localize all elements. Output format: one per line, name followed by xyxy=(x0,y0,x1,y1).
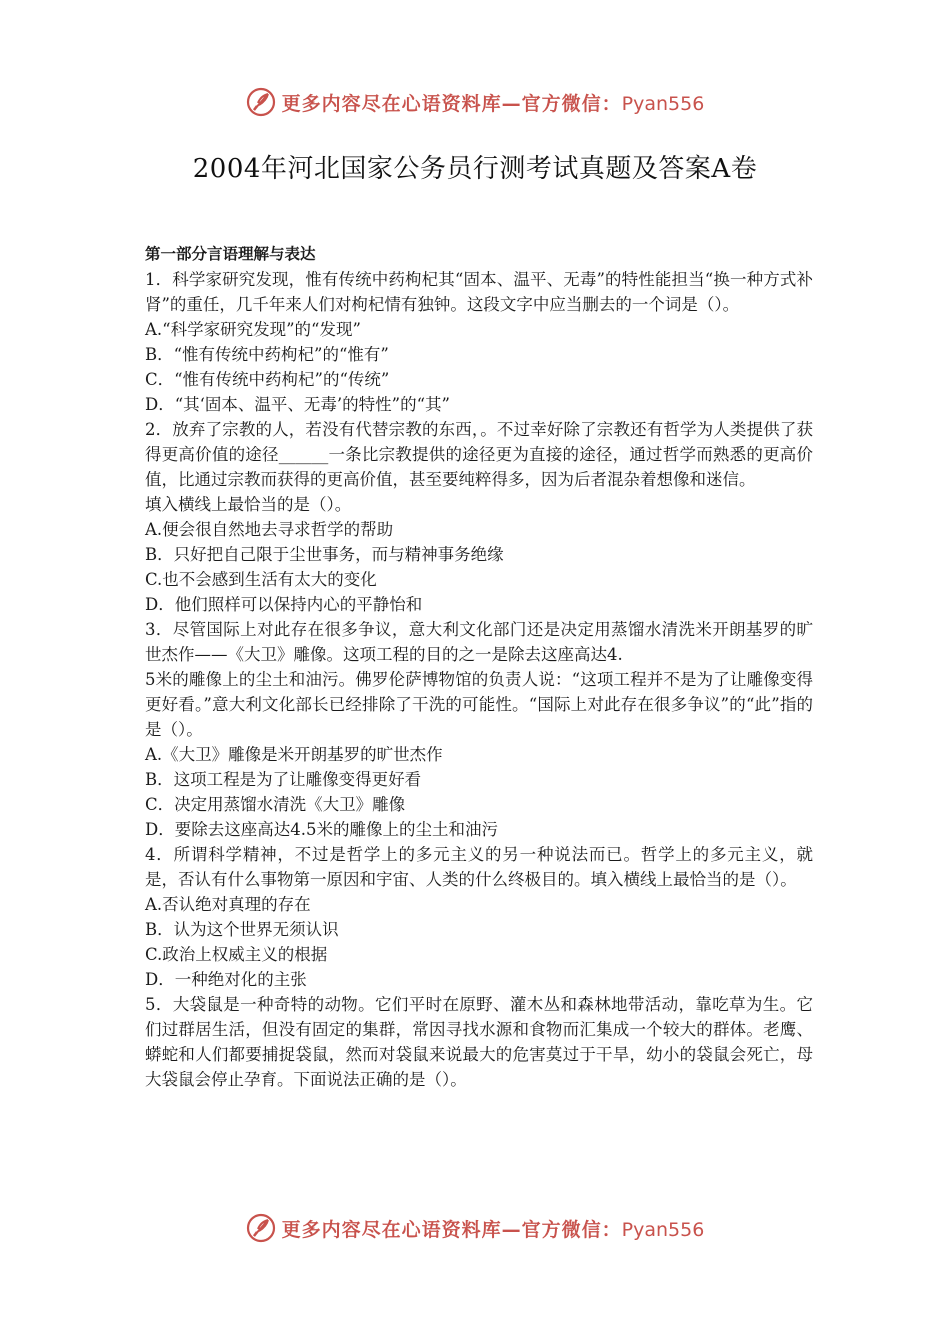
question-3-stem-line2: 5米的雕像上的尘土和油污。佛罗伦萨博物馆的负责人说：“这项工程并不是为了让雕像变得更好看。”意大利文化部长已经排除了干洗的可能性。“国际上对此存在很多争议”的“此”指的是（）。 xyxy=(145,670,813,739)
question-3-stem-line1: 3．尽管国际上对此存在很多争议，意大利文化部门还是决定用蒸馏水清洗米开朗基罗的旷世杰作——《大卫》雕像。这项工程的目的之一是除去这座高达4. xyxy=(145,620,813,664)
footer-wechat-id: Pyan556 xyxy=(621,1218,705,1241)
question-2-option-a: A.便会很自然地去寻求哲学的帮助 xyxy=(145,520,394,539)
question-2-option-b: B．只好把自己限于尘世事务，而与精神事务绝缘 xyxy=(145,545,504,564)
footer-banner-text: 更多内容尽在心语资料库—官方微信：Pyan556 xyxy=(281,1218,705,1241)
question-1-stem: 1．科学家研究发现，惟有传统中药枸杞其“固本、温平、无毒”的特性能担当“换一种方式补肾”的重任，几千年来人们对枸杞情有独钟。这段文字中应当删去的一个词是（）。 xyxy=(145,270,813,314)
document-body xyxy=(145,242,813,1092)
question-4-option-b: B．认为这个世界无须认识 xyxy=(145,920,339,939)
footer-banner xyxy=(0,1206,950,1250)
question-3-option-b: B．这项工程是为了让雕像变得更好看 xyxy=(145,770,422,789)
question-3-option-c: C．决定用蒸馏水清洗《大卫》雕像 xyxy=(145,795,406,814)
header-banner xyxy=(0,80,950,124)
question-1-option-c: C．“惟有传统中药枸杞”的“传统” xyxy=(145,370,390,389)
question-1-option-d: D．“其‘固本、温平、无毒’的特性”的“其” xyxy=(145,395,450,414)
question-4-option-a: A.否认绝对真理的存在 xyxy=(145,895,311,914)
question-1-option-a: A.“科学家研究发现”的“发现” xyxy=(145,320,361,339)
question-3-option-a: A.《大卫》雕像是米开朗基罗的旷世杰作 xyxy=(145,745,443,764)
question-1-option-b: B．“惟有传统中药枸杞”的“惟有” xyxy=(145,345,389,364)
question-2-option-d: D．他们照样可以保持内心的平静怡和 xyxy=(145,595,423,614)
question-3-option-d: D．要除去这座高达4.5米的雕像上的尘土和油污 xyxy=(145,820,498,839)
question-2-option-c: C.也不会感到生活有太大的变化 xyxy=(145,570,377,589)
header-banner-text: 更多内容尽在心语资料库—官方微信：Pyan556 xyxy=(281,92,705,115)
section-title: 第一部分言语理解与表达 xyxy=(145,245,316,263)
page-title: 2004年河北国家公务员行测考试真题及答案A卷 xyxy=(192,154,758,184)
question-5-stem: 5．大袋鼠是一种奇特的动物。它们平时在原野、灌木丛和森林地带活动，靠吃草为生。它们过群居生活，但没有固定的集群，常因寻找水源和食物而汇集成一个较大的群体。老鹰、蟒蛇和人们都要捕捉袋鼠，然而对袋鼠来说最大的危害莫过于干旱，幼小的袋鼠会死亡，母大袋鼠会停止孕育。下面说法正确的是（）。 xyxy=(145,995,813,1089)
question-4-option-c: C.政治上权威主义的根据 xyxy=(145,945,328,964)
question-4-stem: 4．所谓科学精神，不过是哲学上的多元主义的另一种说法而已。哲学上的多元主义，就是，否认有什么事物第一原因和宇宙、人类的什么终极目的。填入横线上最恰当的是（）。 xyxy=(145,845,813,889)
header-wechat-id: Pyan556 xyxy=(621,92,705,115)
question-2-stem: 2．放弃了宗教的人，若没有代替宗教的东西，。不过幸好除了宗教还有哲学为人类提供了获得更高价值的途径______一条比宗教提供的途径更为直接的途径，通过哲学而熟悉的更高价值，比通过宗教而获得的更高价值，甚至要纯粹得多，因为后者混杂着想像和迷信。 xyxy=(145,420,813,489)
quill-pen-logo-icon xyxy=(246,1213,276,1243)
question-2-prompt: 填入横线上最恰当的是（）。 xyxy=(145,495,352,514)
quill-pen-logo-icon xyxy=(246,87,276,117)
question-4-option-d: D．一种绝对化的主张 xyxy=(145,970,307,989)
